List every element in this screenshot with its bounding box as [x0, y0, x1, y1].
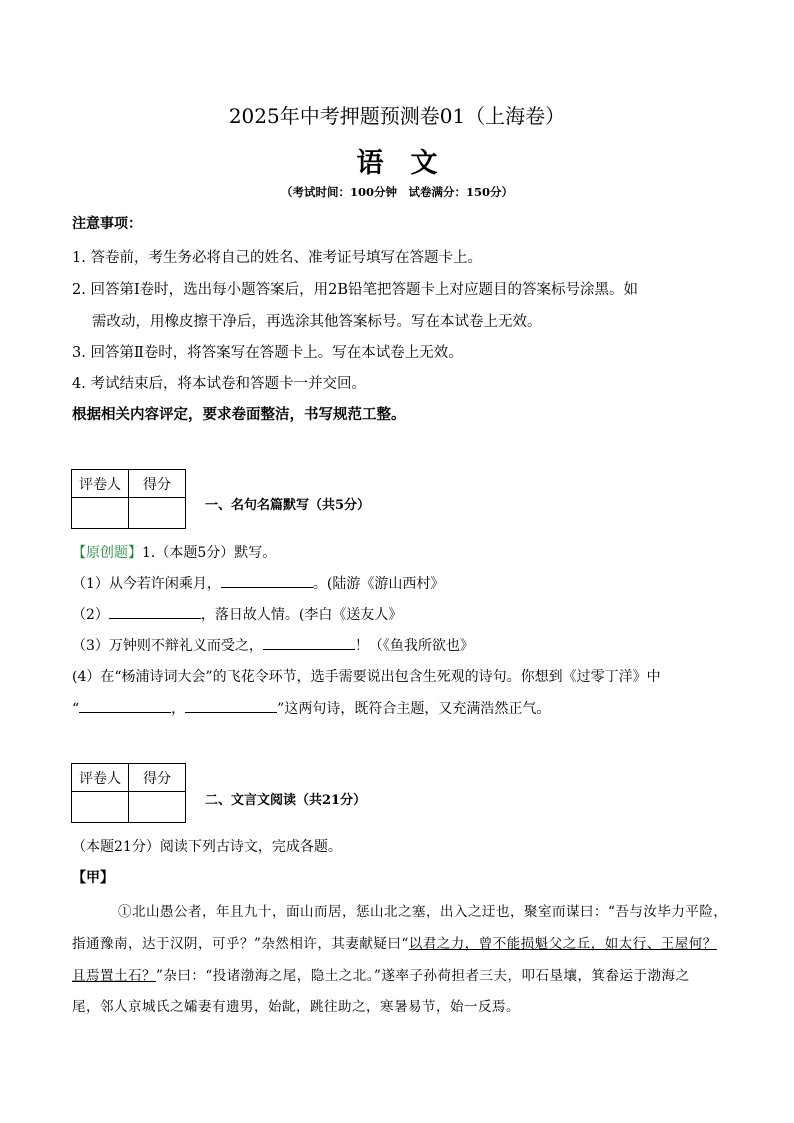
subject-title: 语 文: [356, 148, 438, 179]
score-box-section-2: [71, 763, 186, 823]
answer-blank: [263, 637, 355, 650]
classical-text-plain: ”杂曰：“投诸渤海之尾，隐土之北。”遂率子孙荷担者三夫，叩石垦壤，箕畚运于渤海之: [156, 968, 690, 984]
q3-suffix: ！（《鱼我所欲也》: [354, 638, 474, 654]
classical-text-line-1: ①北山愚公者，年且九十，面山而居，惩山北之塞，出入之迂也，聚室而谋曰：“吾与汝毕力平险，: [118, 904, 728, 920]
part-jia-label: 【甲】: [72, 870, 114, 886]
q3-prefix: （3）万钟则不辩礼义而受之，: [72, 638, 263, 654]
score-label: 得分: [129, 764, 186, 792]
original-tag: 【原创题】: [72, 545, 142, 561]
question-1-3: [72, 635, 474, 655]
grader-cell: [72, 792, 129, 823]
score-label: 得分: [129, 470, 186, 498]
classical-text-plain: 指通豫南，达于汉阴，可乎？”杂然相许，其妻献疑曰“: [72, 936, 409, 952]
answer-blank: [109, 606, 201, 619]
note-item-2-cont: 需改动，用橡皮擦干净后，再选涂其他答案标号。写在本试卷上无效。: [92, 314, 542, 330]
q2-prefix: （2）: [72, 607, 109, 623]
classical-text-underlined: 且焉置土石？: [72, 968, 156, 984]
q4-open-quote: “: [72, 701, 80, 717]
question-1-2: [72, 604, 402, 624]
question-1-4-line-2: [72, 698, 550, 718]
classical-text-line-2: [72, 932, 717, 952]
answer-blank: [185, 700, 277, 713]
q4-suffix: ”这两句诗，既符合主题，又充满浩然正气。: [277, 701, 551, 717]
question-1-1: [72, 573, 444, 593]
q2-suffix: ，落日故人情。(李白《送友人》: [200, 607, 403, 623]
note-item-1: 1. 答卷前，考生务必将自己的姓名、准考证号填写在答题卡上。: [72, 250, 482, 266]
exam-title: 2025年中考押题预测卷01（上海卷）: [228, 104, 566, 128]
grader-cell: [72, 498, 129, 529]
q4-comma: ，: [171, 701, 186, 717]
notes-emphasis: 根据相关内容评定，要求卷面整洁，书写规范工整。: [72, 406, 406, 423]
answer-blank: [221, 575, 313, 588]
classical-text-line-3: [72, 964, 689, 984]
notes-heading: 注意事项：: [72, 216, 142, 232]
q1-suffix: 。(陆游《游山西村》: [312, 576, 445, 592]
note-item-2: 2. 回答第Ⅰ卷时，选出每小题答案后，用2B铅笔把答题卡上对应题目的答案标号涂黑。如: [72, 282, 639, 298]
section-2-intro: （本题21分）阅读下列古诗文，完成各题。: [72, 839, 342, 855]
q1-prefix: （1）从今若许闲乘月，: [72, 576, 221, 592]
score-cell: [129, 792, 186, 823]
classical-text-line-4: 尾，邻人京城氏之孀妻有遗男，始龀，跳往助之，寒暑易节，始一反焉。: [72, 999, 520, 1015]
note-item-3: 3. 回答第Ⅱ卷时，将答案写在答题卡上。写在本试卷上无效。: [72, 345, 463, 361]
question-1-4-line-1: (4）在“杨浦诗词大会”的飞花令环节，选手需要说出包含生死观的诗句。你想到《过零丁洋》中: [72, 669, 661, 685]
section-2-title: 二、文言文阅读（共21分）: [205, 793, 367, 808]
question-1-text: 1.（本题5分）默写。: [142, 545, 277, 561]
exam-info: （考试时间：100分钟 试卷满分：150分）: [280, 185, 513, 199]
grader-label: 评卷人: [72, 470, 129, 498]
grader-label: 评卷人: [72, 764, 129, 792]
classical-text-underlined: 以君之力，曾不能损魁父之丘，如太行、王屋何？: [408, 936, 717, 952]
score-box-section-1: [71, 469, 186, 529]
question-1-intro: [72, 542, 276, 562]
note-item-4: 4. 考试结束后，将本试卷和答题卡一并交回。: [72, 376, 366, 392]
answer-blank: [79, 700, 171, 713]
section-1-title: 一、名句名篇默写（共5分）: [205, 498, 371, 513]
score-cell: [129, 498, 186, 529]
